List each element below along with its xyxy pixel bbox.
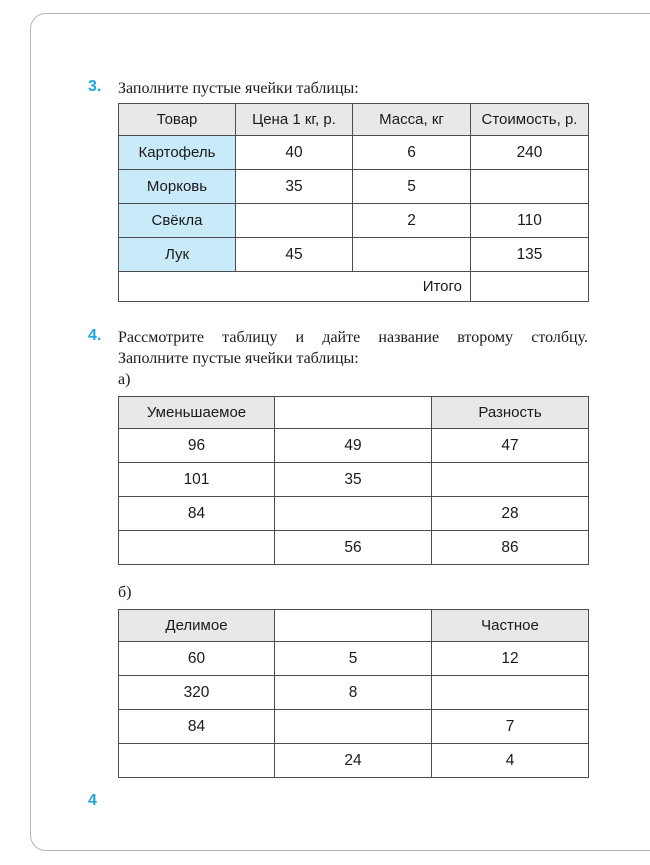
table-cell: 5	[353, 170, 471, 204]
exercise3-table	[118, 103, 589, 302]
page-number: 4	[88, 792, 97, 809]
product-cell: Лук	[119, 238, 236, 272]
table-cell: 56	[275, 531, 432, 565]
table-row	[119, 531, 589, 565]
part-b-label: б)	[118, 584, 132, 601]
table-row	[119, 744, 589, 778]
table-cell: 240	[471, 136, 589, 170]
table-cell: 84	[119, 710, 275, 744]
table-cell: 110	[471, 204, 589, 238]
total-value-cell	[471, 272, 589, 302]
table-cell: 40	[236, 136, 353, 170]
table-cell: 4	[432, 744, 589, 778]
table-row	[119, 497, 589, 531]
header-cell-dividend: Делимое	[119, 610, 275, 642]
table-cell: 101	[119, 463, 275, 497]
table-cell: 28	[432, 497, 589, 531]
table-header-row	[119, 104, 589, 136]
table-header-row	[119, 610, 589, 642]
table-cell: 2	[353, 204, 471, 238]
table-cell: 60	[119, 642, 275, 676]
header-cell-unnamed	[275, 397, 432, 429]
table-row	[119, 642, 589, 676]
table-cell: 24	[275, 744, 432, 778]
exercise4-number: 4.	[88, 327, 102, 344]
table-cell: 135	[471, 238, 589, 272]
table-row	[119, 676, 589, 710]
exercise4-header	[88, 327, 588, 369]
exercise3-prompt: Заполните пустые ячейки таблицы:	[118, 80, 359, 97]
table-cell: 35	[236, 170, 353, 204]
table-footer-row	[119, 272, 589, 302]
empty-cell	[275, 497, 432, 531]
empty-cell	[119, 744, 275, 778]
exercise4-prompt	[118, 327, 588, 369]
table-cell: 5	[275, 642, 432, 676]
table-cell: 320	[119, 676, 275, 710]
exercise4-prompt-line1: Рассмотрите таблицу и дайте название второму столбцу.	[118, 329, 588, 346]
header-cell-mass: Масса, кг	[353, 104, 471, 136]
header-cell-minuend: Уменьшаемое	[119, 397, 275, 429]
product-cell: Морковь	[119, 170, 236, 204]
header-cell-product: Товар	[119, 104, 236, 136]
table-cell: 49	[275, 429, 432, 463]
table-cell: 35	[275, 463, 432, 497]
table-cell: 45	[236, 238, 353, 272]
empty-cell	[236, 204, 353, 238]
header-cell-difference: Разность	[432, 397, 589, 429]
header-cell-quotient: Частное	[432, 610, 589, 642]
empty-cell	[119, 531, 275, 565]
table-cell: 47	[432, 429, 589, 463]
table-row	[119, 136, 589, 170]
header-cell-cost: Стоимость, р.	[471, 104, 589, 136]
table-cell: 6	[353, 136, 471, 170]
product-cell: Картофель	[119, 136, 236, 170]
empty-cell	[432, 463, 589, 497]
table-row	[119, 710, 589, 744]
exercise4-table-a	[118, 396, 589, 565]
table-row	[119, 204, 589, 238]
table-cell: 7	[432, 710, 589, 744]
table-row	[119, 463, 589, 497]
exercise3-number: 3.	[88, 78, 102, 95]
table-cell: 84	[119, 497, 275, 531]
exercise4-table-b	[118, 609, 589, 778]
table-cell: 86	[432, 531, 589, 565]
table-row	[119, 170, 589, 204]
empty-cell	[471, 170, 589, 204]
product-cell: Свёкла	[119, 204, 236, 238]
table-cell: 96	[119, 429, 275, 463]
header-cell-price: Цена 1 кг, р.	[236, 104, 353, 136]
table-cell: 12	[432, 642, 589, 676]
header-cell-unnamed	[275, 610, 432, 642]
table-row	[119, 238, 589, 272]
empty-cell	[275, 710, 432, 744]
table-row	[119, 429, 589, 463]
empty-cell	[432, 676, 589, 710]
empty-cell	[353, 238, 471, 272]
table-cell: 8	[275, 676, 432, 710]
table-header-row	[119, 397, 589, 429]
exercise3-header	[88, 78, 588, 99]
part-a-label: а)	[118, 371, 131, 388]
total-label-cell: Итого	[119, 272, 471, 302]
exercise4-prompt-line2: Заполните пустые ячейки таблицы:	[118, 350, 359, 367]
